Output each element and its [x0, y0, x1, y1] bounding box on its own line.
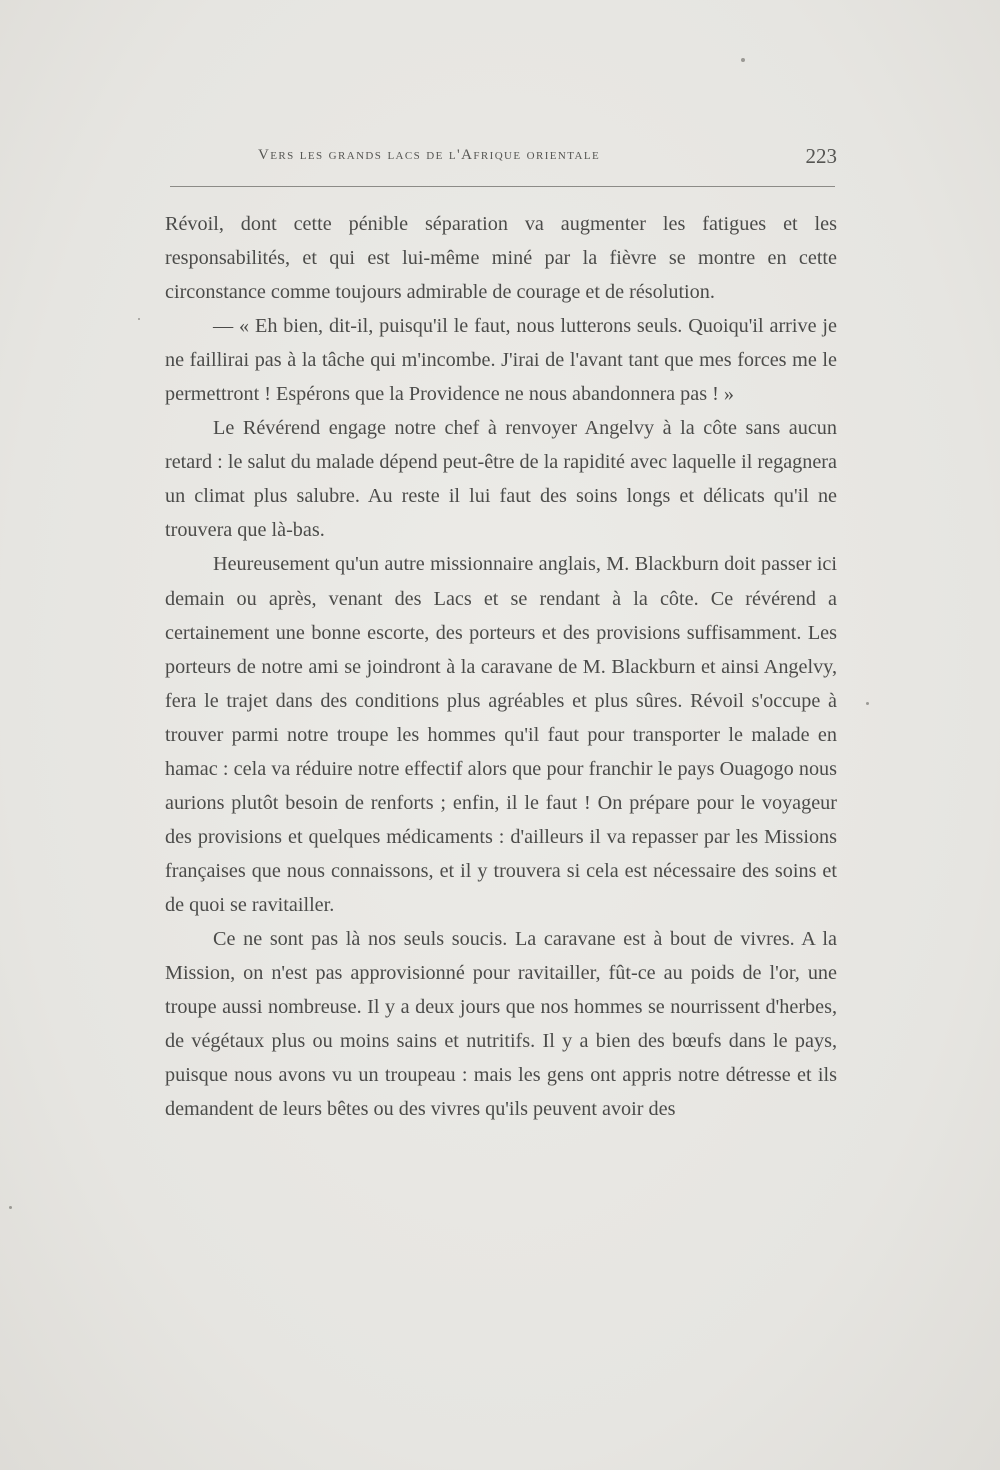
page-header	[165, 144, 837, 175]
paper-speck	[741, 58, 745, 62]
paper-speck	[866, 702, 869, 705]
paper-speck	[138, 318, 140, 320]
paragraph-5: Ce ne sont pas là nos seuls soucis. La caravane est à bout de vivres. A la Mission, on n'est pas approvisionné pour ravitailler, fût-ce au poids de l'or, une troupe aussi nombreuse. Il y a deux jours que nos hommes se nourrissent d'herbes, de végétaux plus ou moins sains et nutritifs. Il y a bien des bœufs dans le pays, puisque nous avons vu un troupeau : mais les gens ont appris notre détresse et ils demandent de leurs bêtes ou des vivres qu'ils peuvent avoir des	[165, 927, 837, 1121]
paragraph-2: — « Eh bien, dit-il, puisqu'il le faut, nous lutterons seuls. Quoiqu'il arrive je ne faillirai pas à la tâche qui m'incombe. J'irai de l'avant tant que mes forces me le permettront ! Espérons que la Providence ne nous abandonnera pas ! »	[165, 315, 837, 406]
paragraph-1: Révoil, dont cette pénible séparation va augmenter les fatigues et les responsabilités, et qui est lui-même miné par la fièvre se montre en cette circonstance comme toujours admirable de courage et de résolution.	[165, 213, 837, 304]
running-title: Vers les grands lacs de l'Afrique orientale	[258, 147, 601, 163]
paragraph-4: Heureusement qu'un autre missionnaire anglais, M. Blackburn doit passer ici demain ou après, venant des Lacs et se rendant à la côte. Ce révérend a certainement une bonne escorte, des porteurs et des provisions suffisamment. Les porteurs de notre ami se joindront à la caravane de M. Blackburn et ainsi Angelvy, fera le trajet dans des conditions plus agréables et plus sûres. Révoil s'occupe à trouver parmi notre troupe les hommes qu'il faut pour transporter le malade en hamac : cela va réduire notre effectif alors que pour franchir le pays Ouagogo nous aurions plutôt besoin de renforts ; enfin, il le faut ! On prépare pour le voyageur des provisions et quelques médicaments : d'ailleurs il va repasser par les Missions françaises que nous connaissons, et il y trouvera si cela est nécessaire des soins et de quoi se ravitailler.	[165, 553, 837, 916]
body-text	[165, 207, 837, 1126]
page-number: 223	[805, 144, 837, 168]
paper-speck	[9, 1206, 12, 1209]
header-rule	[170, 186, 835, 187]
paragraph-3: Le Révérend engage notre chef à renvoyer Angelvy à la côte sans aucun retard : le salut du malade dépend peut-être de la rapidité avec laquelle il regagnera un climat plus salubre. Au reste il lui faut des soins longs et délicats qu'il ne trouvera que là-bas.	[165, 417, 837, 542]
